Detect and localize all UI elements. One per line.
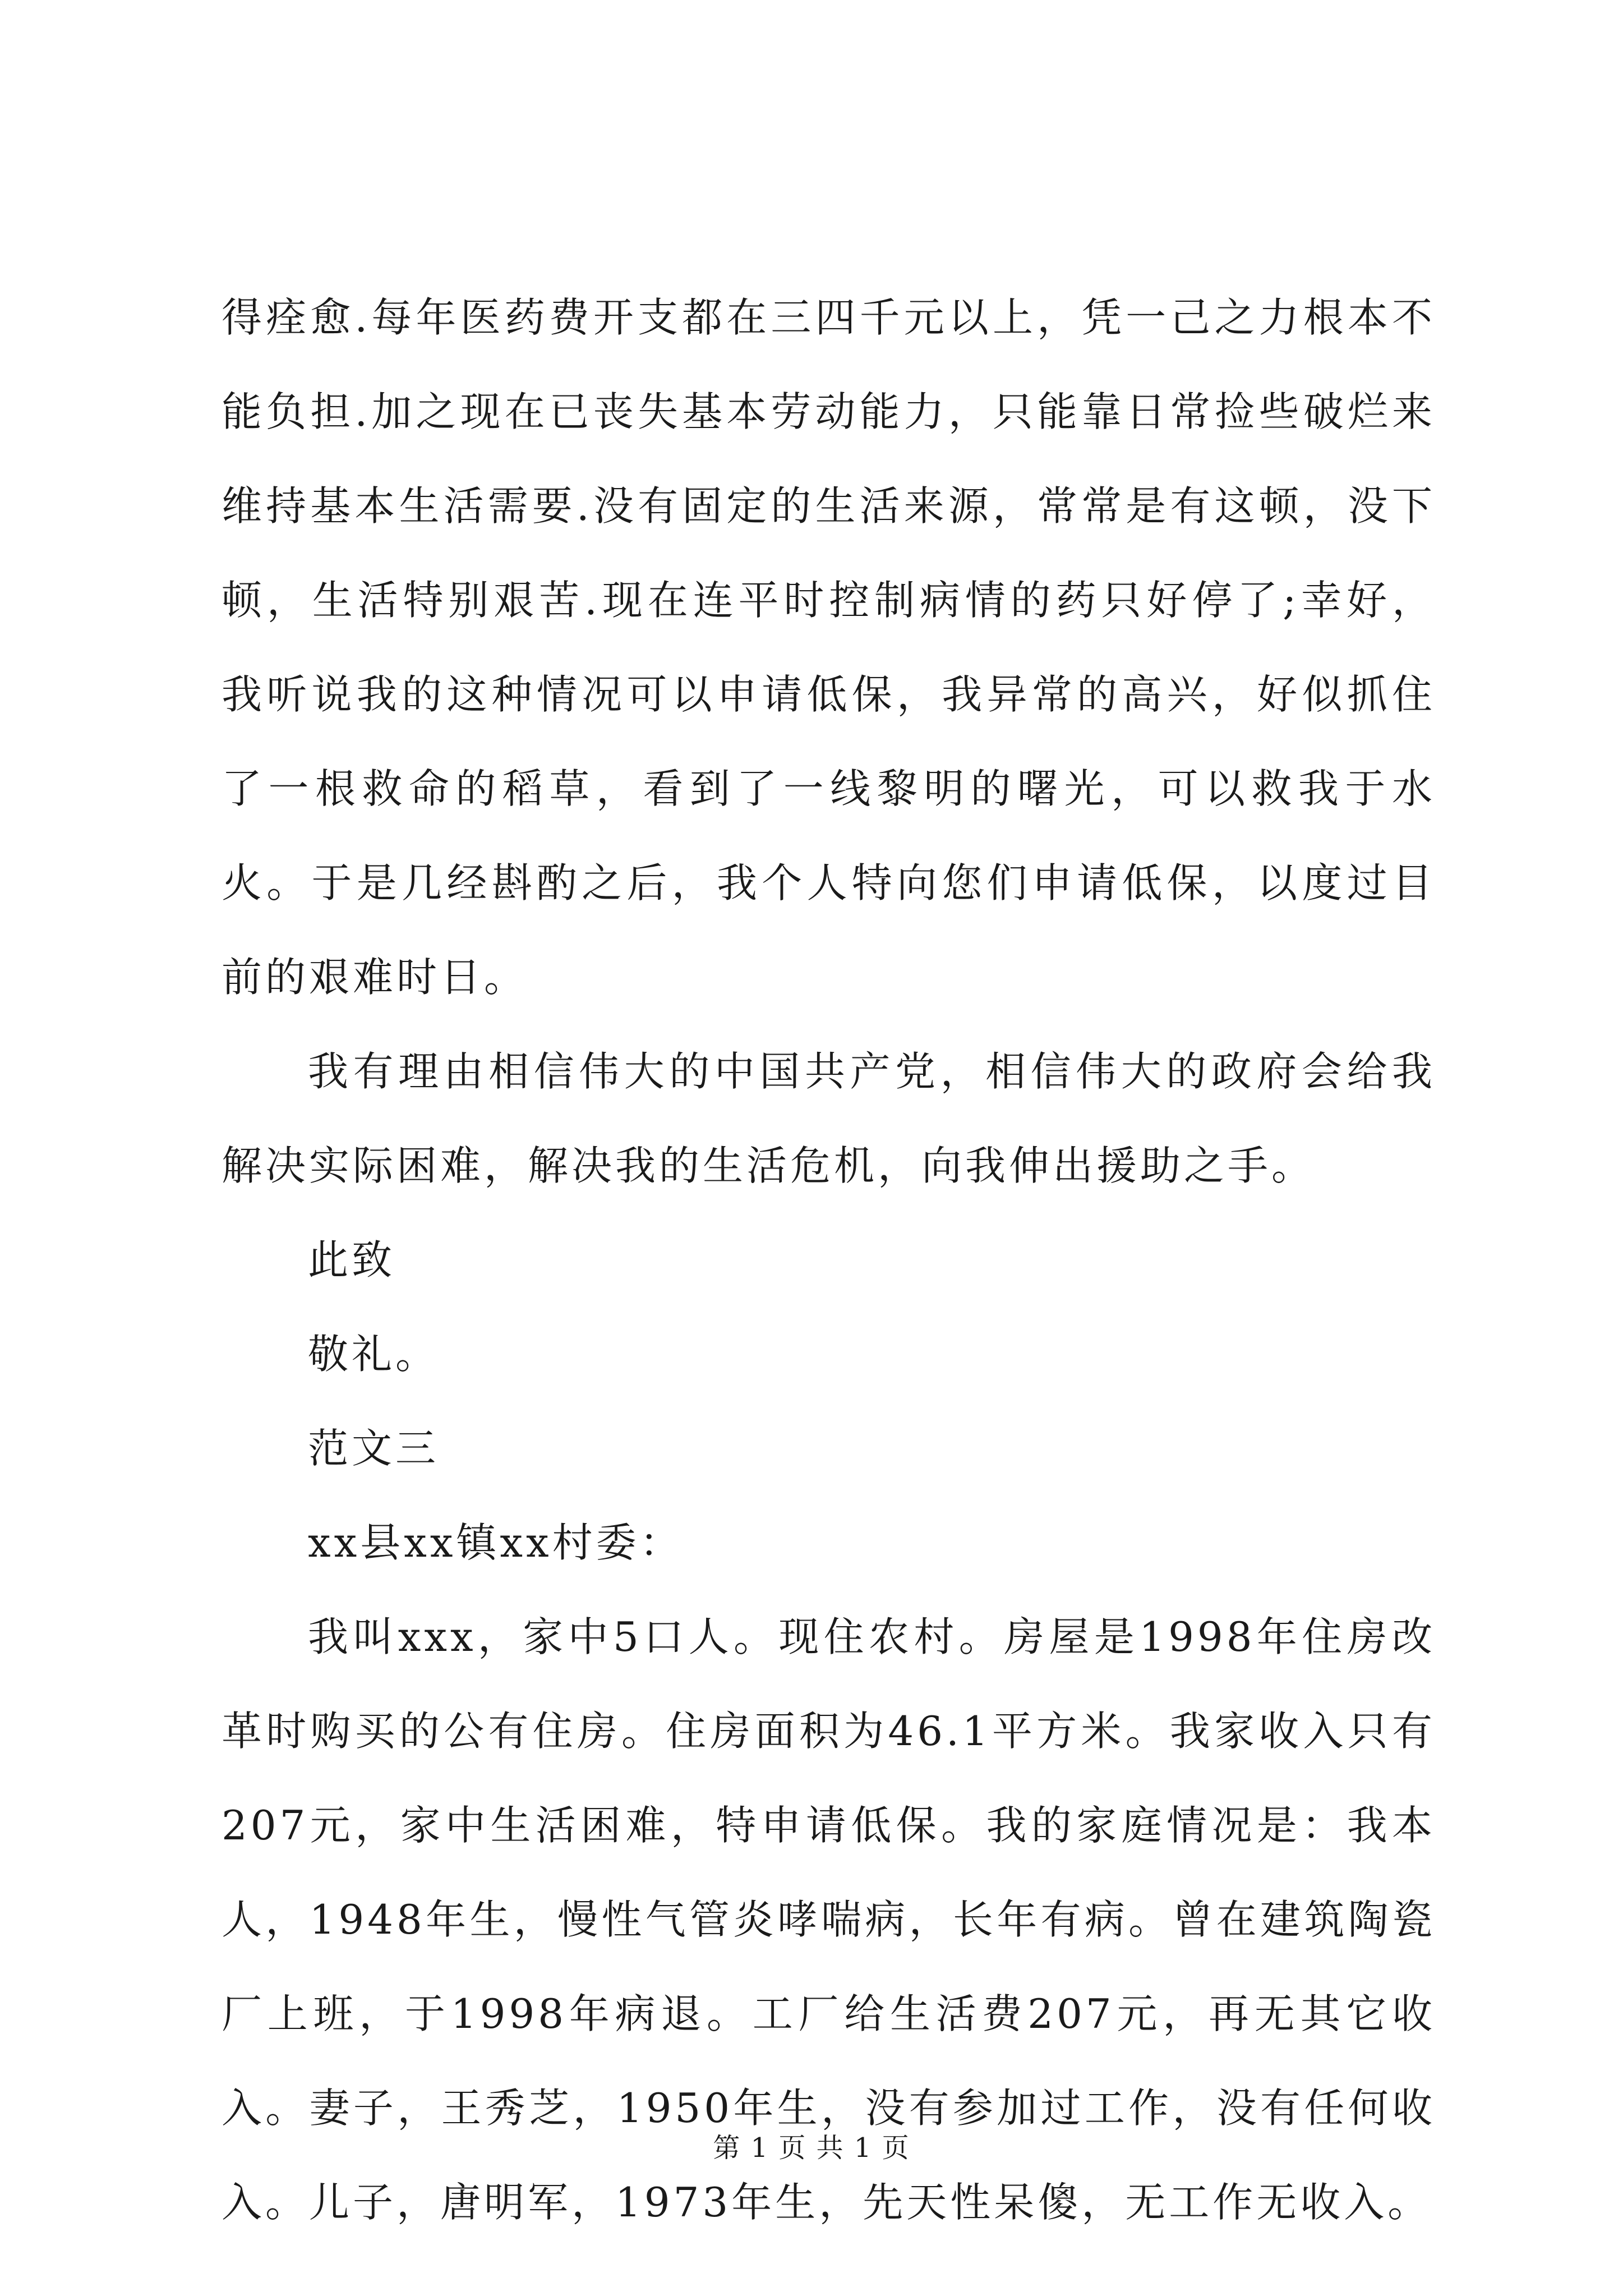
closing-regards: 敬礼。 <box>308 1331 440 1378</box>
paragraph-continuation: 得痊愈.每年医药费开支都在三四千元以上，凭一己之力根本不能负担.加之现在已丧失基本劳动能力，只能靠日常捡些破烂来维持基本生活需要.没有固定的生活来源，常常是有这顿，没下顿，生活特别艰苦.现在连平时控制病情的药只好停了;幸好，我听说我的这种情况可以申请低保，我异常的高兴，好似抓住了一根救命的稻草，看到了一线黎明的曙光，可以救我于水火。于是几经斟酌之后，我个人特向您们申请低保，以度过目前的艰难时日。 <box>222 294 1436 1001</box>
page-footer: 第 1 页 共 1 页 <box>713 2132 910 2164</box>
section-heading-sample-three: 范文三 <box>308 1425 440 1472</box>
paragraph-belief: 我有理由相信伟大的中国共产党，相信伟大的政府会给我解决实际困难，解决我的生活危机，向我伸出援助之手。 <box>222 1048 1436 1189</box>
addressee-line: xx县xx镇xx村委： <box>308 1519 684 1566</box>
body-text <box>222 270 1436 2249</box>
closing-salutation: 此致 <box>308 1236 396 1283</box>
paragraph-family-situation: 我叫xxx，家中5口人。现住农村。房屋是1998年住房改革时购买的公有住房。住房面积为46.1平方米。我家收入只有207元，家中生活困难，特申请低保。我的家庭情况是：我本人，1948年生，慢性气管炎哮喘病，长年有病。曾在建筑陶瓷厂上班，于1998年病退。工厂给生活费207元，再无其它收入。妻子，王秀芝，1950年生，没有参加过工作，没有任何收入。儿子，唐明军，1973年生，先天性呆傻，无工作无收入。 <box>222 1613 1436 2226</box>
